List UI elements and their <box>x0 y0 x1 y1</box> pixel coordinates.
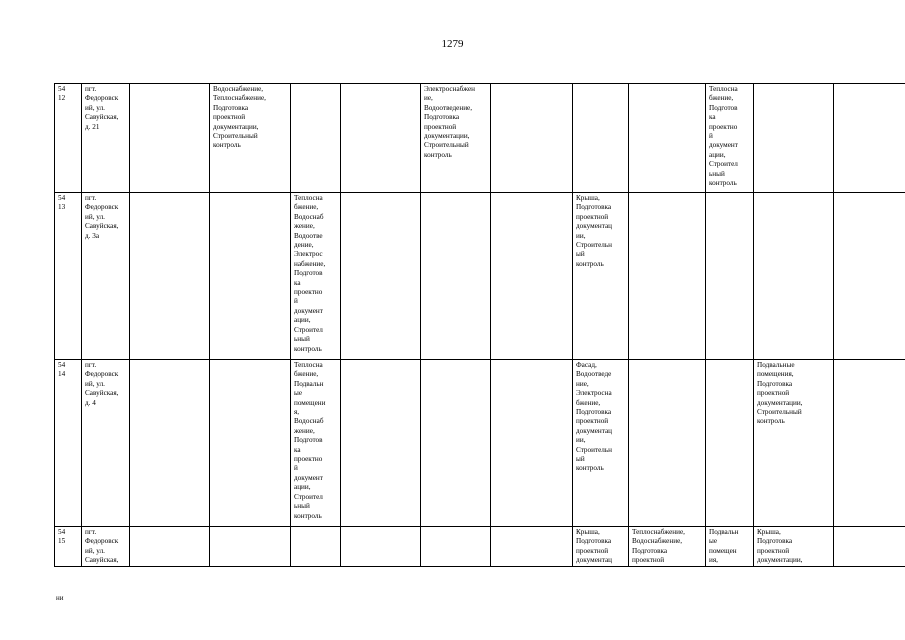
work-cell <box>210 360 291 527</box>
work-cell: Фасад, Водоотведе ние, Электросна бжение, Подготовка проектной документац ии, Строительн ый контроль <box>573 360 629 527</box>
work-cell <box>573 84 629 193</box>
work-cell <box>421 360 491 527</box>
work-cell: Теплосна бжение, Водоснаб жение, Водоотве дение, Электрос набжение, Подготов ка проектно й документ ации, Строител ьный контроль <box>291 193 341 360</box>
work-cell: Теплосна бжение, Подготов ка проектно й документ ации, Строител ьный контроль <box>706 84 754 193</box>
work-cell <box>834 84 905 193</box>
work-cell: Теплосна бжение, Подвальн ые помещени я, Водоснаб жение, Подготов ка проектно й документ ации, Строител ьный контроль <box>291 360 341 527</box>
work-cell <box>491 360 573 527</box>
work-cell <box>629 360 706 527</box>
work-cell <box>491 193 573 360</box>
work-cell <box>834 360 905 527</box>
table-row <box>55 193 905 360</box>
page-number: 1279 <box>441 38 464 50</box>
work-cell <box>491 84 573 193</box>
work-cell <box>210 527 291 567</box>
work-cell <box>210 193 291 360</box>
work-cell <box>754 84 834 193</box>
table-row <box>55 84 905 193</box>
work-cell <box>130 84 210 193</box>
work-cell <box>706 360 754 527</box>
work-cell: Крыша, Подготовка проектной документации, <box>754 527 834 567</box>
work-cell <box>754 193 834 360</box>
work-cell: Крыша, Подготовка проектной документац ии, Строительн ый контроль <box>573 193 629 360</box>
work-cell <box>341 84 421 193</box>
work-cell <box>421 527 491 567</box>
work-cell <box>629 84 706 193</box>
work-cell <box>291 527 341 567</box>
footer-note: ни <box>56 594 64 602</box>
row-number-cell: 54 12 <box>55 84 82 193</box>
work-cell <box>130 360 210 527</box>
address-cell: пгт. Федоровск ий, ул. Савуйская, д. 4 <box>82 360 130 527</box>
works-table <box>54 83 905 567</box>
work-cell: Электроснабжен ие, Водоотведение, Подготовка проектной документации, Строительный контроль <box>421 84 491 193</box>
work-cell: Водоснабжение, Теплоснабжение, Подготовка проектной документации, Строительный контроль <box>210 84 291 193</box>
address-cell: пгт. Федоровск ий, ул. Савуйская, д. 21 <box>82 84 130 193</box>
work-cell: Теплоснабжение, Водоснабжение, Подготовка проектной <box>629 527 706 567</box>
work-cell: Крыша, Подготовка проектной документац <box>573 527 629 567</box>
work-cell <box>491 527 573 567</box>
row-number-cell: 54 14 <box>55 360 82 527</box>
address-cell: пгт. Федоровск ий, ул. Савуйская, <box>82 527 130 567</box>
work-cell: Подвальн ые помещен ия, <box>706 527 754 567</box>
work-cell <box>291 84 341 193</box>
work-cell <box>341 360 421 527</box>
work-cell <box>834 527 905 567</box>
work-cell <box>629 193 706 360</box>
address-cell: пгт. Федоровск ий, ул. Савуйская, д. 3а <box>82 193 130 360</box>
row-number-cell: 54 13 <box>55 193 82 360</box>
work-cell <box>834 193 905 360</box>
row-number-cell: 54 15 <box>55 527 82 567</box>
work-cell <box>341 527 421 567</box>
work-cell <box>130 527 210 567</box>
table-row <box>55 360 905 527</box>
work-cell: Подвальные помещения, Подготовка проектной документации, Строительный контроль <box>754 360 834 527</box>
work-cell <box>421 193 491 360</box>
work-cell <box>341 193 421 360</box>
table-row <box>55 527 905 567</box>
work-cell <box>130 193 210 360</box>
work-cell <box>706 193 754 360</box>
